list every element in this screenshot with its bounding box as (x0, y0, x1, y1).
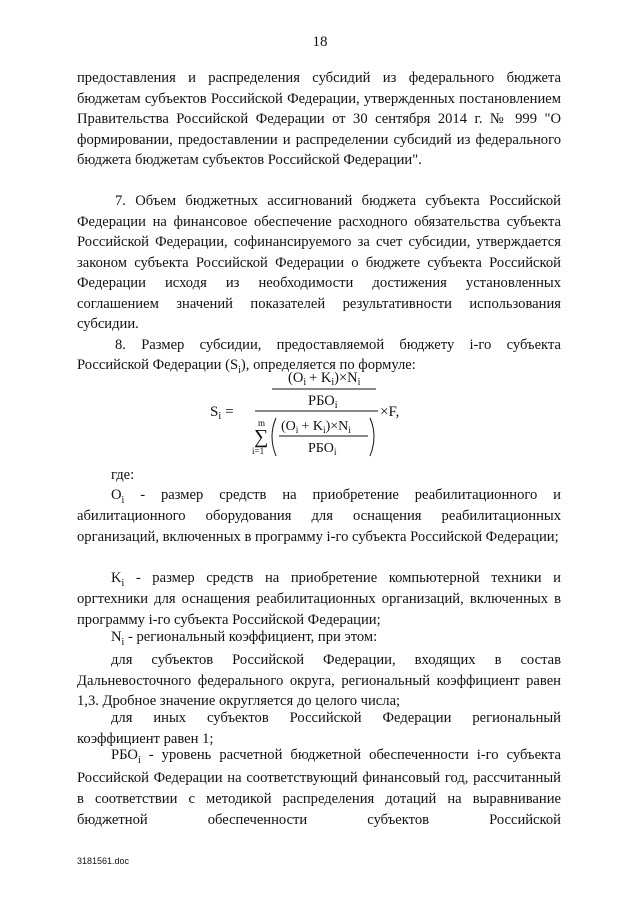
def-K-sub: i (121, 577, 125, 589)
formula-paren-right (370, 418, 374, 456)
def-K-text: - размер средств на приобретение компьютерной техники и (124, 570, 561, 586)
def-RBO-sub: i (137, 754, 141, 766)
other-paragraph: для иных субъектов Российской Федерации региональный коэффициент равен 1; (77, 710, 561, 747)
p8-post: ), определяется по формуле: (240, 357, 416, 373)
def-RBO-text: - уровень расчетной бюджетной обеспеченности i-го субъекта (140, 747, 561, 763)
formula-paren-left (272, 418, 276, 456)
formula-top-den: $РБО_i$ (308, 393, 338, 411)
formula-top-num: $(O_i + K_i)\times N_i$ (288, 370, 361, 388)
def-O-text: - размер средств на приобретение реабилитационного и (124, 487, 561, 503)
paragraph-8-line1: 8. Размер субсидии, предоставляемой бюджету i-го субъекта (115, 337, 561, 353)
def-RBO-symbol: РБО (111, 747, 138, 763)
def-N-symbol: N (111, 629, 122, 645)
footer-filename: 3181561.doc (77, 856, 130, 866)
def-N-text: - региональный коэффициент, при этом: (124, 629, 378, 645)
formula-lhs: $S_i$ = (210, 404, 234, 422)
dvfo-paragraph: для субъектов Российской Федерации, входящих в состав Дальневосточного федерального округа, региональный коэффициент равен 1,3. Дробное значение округляется до целого числа; (77, 652, 561, 709)
formula-times-f: ×F, (380, 404, 400, 420)
paragraph-top: предоставления и распределения субсидий из федерального бюджета бюджетам субъектов Российской Федерации, утвержденных постановлением Правительства Российской Федерации от 30 сентября 2014 г. № 999 "О формировании, предоставлении и распределении субсидий из федерального бюджета бюджетам субъектов Российской Федерации". (77, 70, 561, 168)
formula-sum-top: m (258, 418, 266, 428)
def-O-sub: i (121, 494, 125, 506)
page-number: 18 (312, 34, 328, 50)
where-label: где: (111, 467, 135, 483)
formula-bottom-den: $РБО_i$ (308, 441, 337, 458)
formula (210, 364, 440, 464)
formula-sum: ∑ (254, 426, 269, 448)
p8-S-sub: i (238, 364, 241, 376)
paragraph-7: 7. Объем бюджетных ассигнований бюджета субъекта Российской Федерации на финансовое обеспечение расходного обязательства субъекта Российской Федерации, софинансируемого за счет субсидии, утверждается законом субъекта Российской Федерации о бюджете субъекта Российской Федерации исходя из необходимости достижения установленных соглашением значений показателей результативности использования субсидии. (77, 193, 561, 332)
def-K-symbol: K (111, 570, 122, 586)
def-RBO-rest: Российской Федерации на соответствующий финансовый год, рассчитанный в соответствии с методикой распределения дотаций на выравнивание бюджетной обеспеченности субъектов Российской (77, 770, 561, 828)
def-O-rest: абилитационного оборудования для оснащения реабилитационных организаций, включенных в программу i-го субъекта Российской Федерации; (77, 508, 561, 545)
def-O-symbol: O (111, 487, 122, 503)
p8-pre: Российской Федерации ( (77, 357, 230, 373)
formula-bottom-num: $(O_i + K_i)\times N_i$ (281, 419, 351, 436)
p8-S: S (230, 357, 239, 373)
def-N-sub: i (121, 636, 125, 648)
def-K-rest: оргтехники для оснащения реабилитационных организаций, включенных в программу i-го субъекта Российской Федерации; (77, 591, 561, 628)
formula-sum-bottom: i=1 (252, 446, 265, 456)
